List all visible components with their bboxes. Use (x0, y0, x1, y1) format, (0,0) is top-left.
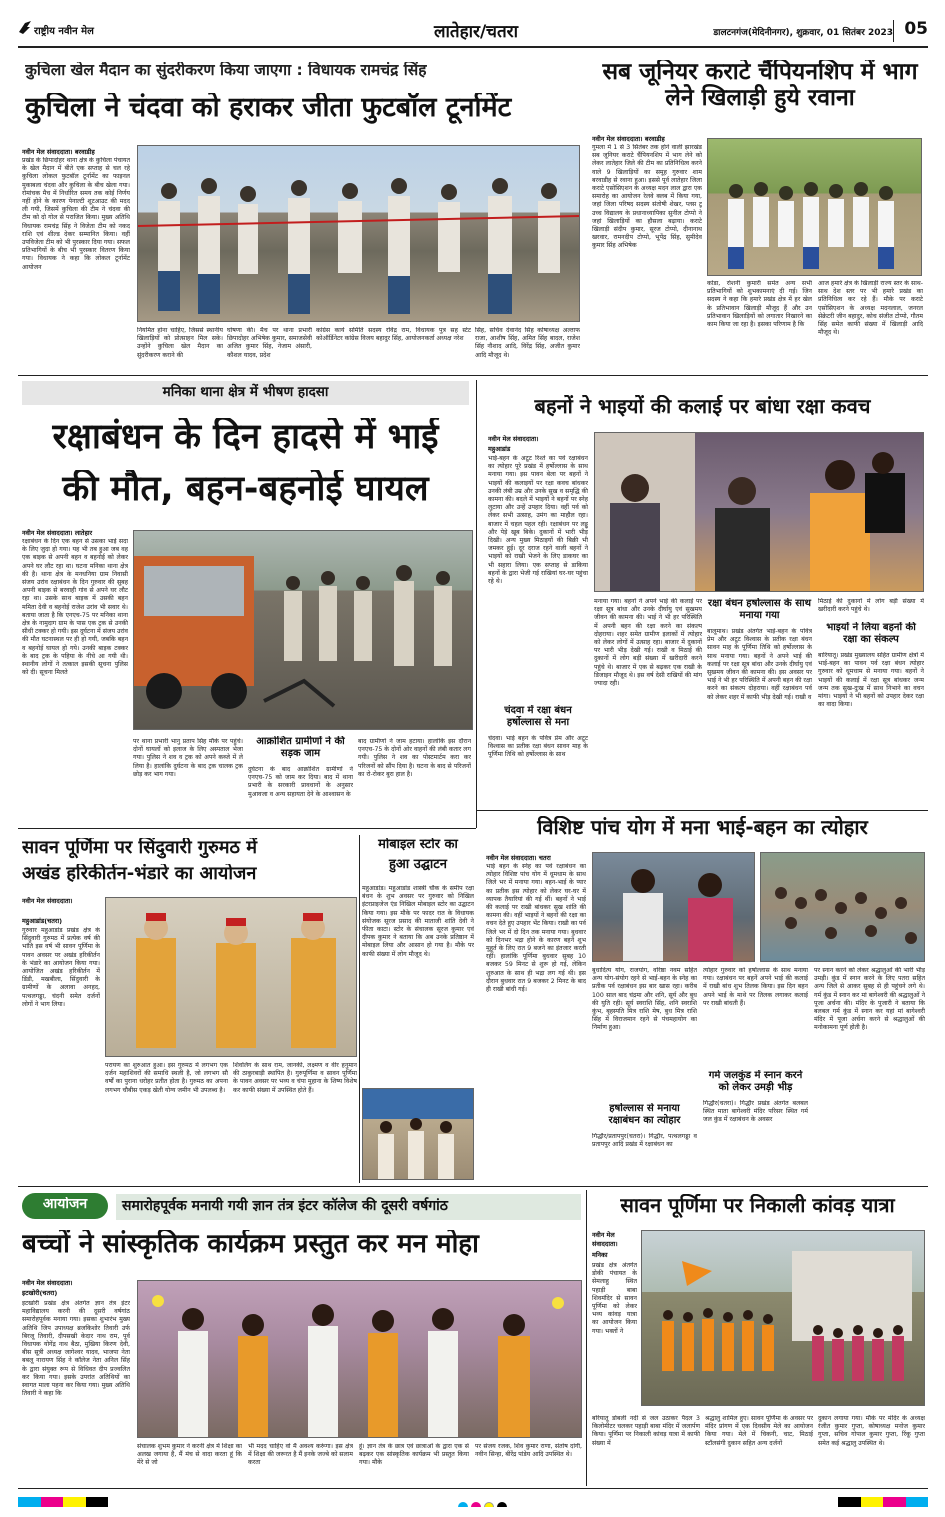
a1-photo-football-prize (137, 145, 580, 322)
a6-place: महुआडांड(चतरा) (22, 917, 63, 925)
a7-body: महुआडांड। महुआडांड शास्त्री चौक के समीप रक्षा बंधन के शुभ अवसर पर गुरुवार को निखिल इंटरप्राइजेज एंड निखिल मोबाइल स्टोर का उद्घाटन किया गया। इस मौके पर फादर रात के विधायक संयोजक सूरज प्रसाद की माताजी शांति देवी ने फीता काटा। स्टोर के संचालक सूरज कुमार एवं दीपक कुमार ने बताया कि अब उनके प्रतिष्ठान में मोबाइल लिया और आसान हो गया है। मौके पर काफी संख्या में लोग मौजूद थे। (362, 885, 474, 958)
a5-subhead2: गर्म जलकुंड में स्नान करने को लेकर उमड़ी भीड़ (708, 1070, 803, 1093)
black-swatch (86, 1497, 109, 1507)
masthead (18, 14, 928, 46)
a4-subhead3: भाइयों ने लिया बहनों की रक्षा का संकल्प (826, 622, 916, 645)
a2-photo-karate-team (707, 138, 922, 276)
registration-dots (458, 1497, 518, 1507)
a4-col4: मिठाई की दुकानों में लोग बड़ी संख्या में खरीदारी करने पहुंचे थे। (818, 598, 924, 614)
color-bar (18, 1494, 928, 1510)
a5-photo-rakhi-ceremony (592, 852, 755, 962)
a3-kicker: मनिका थाना क्षेत्र में भीषण हादसा (22, 381, 469, 405)
a9-place: मनिका (592, 1251, 608, 1259)
a7-title-line1: मोबाइल स्टोर का (378, 838, 458, 852)
a4-body: भाई-बहन के अटूट रिश्ते का पर्व रक्षाबंधन का त्योहार पूरे प्रखंड में हर्षोल्लास के साथ मनाया गया। इस पावन बेला पर बहनों ने भाइयों की कलाइयों पर रक्षा कवच बांधकर उनकी लंबी उम्र और उनके सुख व समृद्धि की कामना की। बदले में भाइयों ने बहनों पर स्नेह लुटाया और उन्हें उपहार दिया। वहीं पर्व को लेकर सभी उत्साह, उमंग का माहौल रहा। बाजार में चहल पहल रही। रक्षाबंधन पर लड्डू और पेड़े खूब बिके। दुकानों में भारी भीड़ दिखी। अन्य मुख्य मिठाइयों की बिक्री भी जमकर हुई। दूर दराज रहने वाली बहनों ने भाइयों को राखी भेजने के लिए डाकघर का भी सहारा लिया। एक सप्ताह से डाकिया बहनों के द्वारा भेजी गई राखियां घर-घर पहुंचा रहे थे। (488, 455, 588, 586)
a3-photo-accident-site (133, 530, 473, 730)
a9-title: सावन पूर्णिमा पर निकाली कांवड़ यात्रा (620, 1194, 895, 1217)
a4-subhead: चंदवा में रक्षा बंधन हर्षोल्लास से मना (504, 705, 572, 728)
a1-col5: सिंह, सचिव देवानंद सिंह कोषाध्यक्ष अल्ताफ राजा, आशीष सिंह, अमित सिंह बादल, राजेश सिंह नौशाद आदि, विरेंद्र सिंह, अजीत कुमार आदि मौजूद थे। (475, 327, 580, 359)
a9-photo-kanwar-yatra (641, 1230, 925, 1406)
a4-photo-rakhi-siblings (594, 432, 924, 592)
a8-col5: पर संजय रजक, शिव कुमार राणा, संतोष दांगी, नवीन सिन्हा, बीरेंद्र पांडेय आदि उपस्थित थे। (475, 1443, 582, 1459)
row1-rule (18, 375, 928, 376)
a9-col3: श्रद्धालु शामिल हुए। सावन पूर्णिमा के अवसर पर मंदिर प्रांगण में एक दिवसीय मेले का आयोजन किया गया। मेले में चिकनी, चाट, मिठाई स्टॉलसंगी दुकान सहित अन्य दर्जनों (705, 1415, 813, 1447)
row2-rule-left (18, 828, 476, 829)
a2-col3: आज हमारे क्षेत्र के खिलाड़ी राज्य स्तर के साथ-साथ देश स्तर पर भी हमारे प्रखंड का प्रतिनिधित्व कर रहे हैं। मौके पर कराटे एसोसिएशन के अध्यक्ष मदनलाल, जनरल सेक्रेटरी जीन बहादुर, कोच संजीत टोप्पो, गौतम सिंह समेत काफी संख्या में खिलाड़ी आदि मौजूद थे। (818, 280, 923, 337)
a7-title-line2: हुआ उद्घाटन (389, 858, 447, 872)
a3-byline: नवीन मेल संवाददाता। लातेहार (22, 529, 93, 537)
row2-rule-right (476, 810, 928, 811)
a5-title: विशिष्ट पांच योग में मना भाई-बहन का त्योहार (537, 816, 868, 839)
a4-col5: बारियातू। प्रखंड मुख्यालय सहित ग्रामीण क्षेत्रों में भाई-बहन का पावन पर्व रक्षा बंधन त्योहार गुरुवार को धूमधाम से मनाया गया। बहनों ने भाइयों की कलाई में रक्षा सूत्र बांधकर जन्म जन्म तक सुख-दुःख में साथ निभाने का वचन मांगा। भाइयों ने भी बहनों को उपहार देकर रक्षा का वादा किया। (818, 652, 924, 709)
a3-title-line1: रक्षाबंधन के दिन हादसे में भाई (52, 418, 439, 457)
a4-col2: मनाया गया। बहनों ने अपने भाई की कलाई पर रक्षा सूत्र बांधा और उनके दीर्घायु एवं सुखमय जीवन की कामना की। भाई ने भी हर परिस्थिति में अपनी बहन की रक्षा करने का संकल्प दोहराया। शहर समेत ग्रामीण इलाकों में त्योहार को लेकर लोगों में उत्साह रहा। बाजार में दुकानों पर भारी भीड़ देखी गई। राखी व मिठाई की दुकानों में लोग बड़ी संख्या में खरीदारी करने पहुंचे थे। बाजार में एक से बढ़कर एक राखी के डिजाइन मौजूद थे। इस वर्ष देसी राखियों की मांग ज्यादा रही। (594, 598, 702, 688)
a5-col3: गिद्धौर/प्रतापपुर(चतरा)। गिद्धौर, पत्थलगड्डा व प्रतापपुर आदि प्रखंड में रक्षाबंधन का (592, 1133, 697, 1149)
magenta-swatch (41, 1497, 64, 1507)
dateline: डालटनगंज(मेदिनीनगर), शुक्रवार, 01 सितंबर 2023 (713, 28, 893, 38)
col-divider-lower (359, 835, 360, 1183)
col-divider-mid (476, 380, 477, 828)
a1-col4: कांग्रेस कार्य समिति सदस्य रविंद्र राम, विधायक पुत्र सह स्टेट कोऑर्डिनेटर कांग्रेस विजय बहादुर सिंह, आयोजनकर्ता अध्यक्ष नरेश (316, 327, 471, 343)
a3-body: रक्षाबंधन के दिन एक बहन से उसका भाई सदा के लिए जुदा हो गया। यह भी तब हुआ जब वह एक बाइक से अपनी बहन व बहनोई को लेकर अपने घर लौट रहा था। घटना मनिका थाना क्षेत्र की है। थाना क्षेत्र के मनधनिया ग्राम निवासी संजय उरांव रक्षाबंधन के दिन गुरुवार की सुबह अपनी बाइक से बरवाही गांव से अपने घर लौट रहा था। उसके साथ बाइक में उसकी बहन ममिता देवी व बहनोई राजेश उरांव भी सवार थे। बताया जाता है कि एनएच-75 पर मनिका थाना क्षेत्र के नामुदाग ग्राम के पास एक ट्रक से उनकी सीधी टक्कर हो गयी। इस दुर्घटना में संजय उरांव की मौत घटनास्थल पर ही हो गयी, जबकि बहन व बहनोई घायल हो गये। उनकी बाइक टक्कर के बाद ट्रक के पहिया के नीचे आ गयी थी। स्थानीय लोगों ने तत्काल इसकी सूचना पुलिस को दी। सूचना मिलते (22, 538, 128, 677)
a3-col4: बाद ग्रामीणों ने जाम हटाया। हालांकि इस दौरान एनएच-75 के दोनों ओर वाहनों की लंबी कतार लग गयी। पुलिस ने शव का पोस्टमार्टम करा कर परिजनों को सौंप दिया है। घटना के बाद से परिजनों का रो-रोकर बुरा हाल है। (358, 738, 471, 778)
a4-title: बहनों ने भाइयों की कलाई पर बांधा रक्षा कवच (534, 395, 871, 418)
a2-col2: कोडा, रोशनी कुमारी समेत अन्य सभी प्रतिभागियों को शुभकामनाएं दी गई। जिन सदस्य ने कहा कि हमारे प्रखंड क्षेत्र में हर खेल के प्रतिभावान खिलाड़ी मौजूद हैं और उन प्रतिभावान खिलाड़ियों को लगातार निखारने का काम किया जा रहा है। इसका परिणाम है कि (707, 280, 812, 329)
header-divider (893, 20, 894, 42)
a4-place: महुआडांड (488, 445, 511, 453)
a8-body: इटखोरी प्रखंड क्षेत्र अंतर्गत ज्ञान तंत्र इंटर महाविद्यालय करनी की दूसरी वर्षगांठ समारोहपूर्वक मनाया गया। इसका शुभारंभ मुख्य अतिथि जिप उपाध्यक्ष ब्रजकिशोर तिवारी उर्फ बिरजू तिवारी, दीपसखी केदार नाथ राम, पूर्व विधायक योगेंद्र नाथ बैठा, मुखिया किरण देवी, बीस सूत्री अध्यक्ष जागेश्वर यादव, भाजपा नेता बबलू नारायण सिंह ने कॉलेज नेता अनिल सिंह के द्वारा संयुक्त रूप से विधिवत दीप प्रज्वलित कर किया गया। इसके उपरांत अतिथियों का स्वागत माला पहना कर किया गया। मुख्य अतिथि तिवारी ने कहा कि (22, 1300, 130, 1398)
color-bar-right (838, 1497, 928, 1507)
a6-photo-deities (105, 897, 357, 1057)
a2-title: सब जूनियर कराटे चैंपियनशिप में भाग लेने खिलाड़ी हुये रवाना (602, 60, 918, 111)
a1-title: कुचिला ने चंदवा को हराकर जीता फुटबॉल टूर्नामेंट (25, 93, 512, 123)
a5-col5: गिद्धौर(चतरा)। गिद्धौर प्रखंड अंतर्गत बलबल स्थित माता बागेश्वरी मंदिर परिसर स्थित गर्म जल कुंड में रक्षाबंधन के अवसर (703, 1100, 808, 1124)
a8-col2: संचालक शुभम कुमार ने करनी क्षेत्र में शिक्षा का अलख जगाया है, मैं मंच से वादा करता हूं कि मेरे से जो (137, 1443, 242, 1467)
a5-col6: पर स्नान करने को लेकर श्रद्धालुओं की भारी भीड़ उमड़ी। कुंड में स्नान करने के लिए पतरा सहित अन्य जिले से आकर सुबह से ही पहुंचने लगे थे। गर्म कुंड में स्नान कर मां बागेश्वरी की श्रद्धालुओं ने पूजा अर्चना की। मंदिर के पुजारी ने बताया कि बलबल गर्म कुंड में स्नान कर यहां मां बागेश्वरी मंदिर में पूजा अर्चना करने से श्रद्धालुओं की मनोकामना पूर्ण होती है। (814, 967, 925, 1032)
a5-col2: बुधादित्य योग, राजयोग, वरिष्ठा नवम सहित अन्य योग-संयोग रहने से भाई-बहन के स्नेह का प्रतीक पर्व रक्षाबंधन इस बार खास रहा। करीब 100 साल बाद चंद्रमा और शनि, सूर्य और बुध की युति रही। सूर्य स्वराशि सिंह, शनि स्वराशि कुंभ, बृहस्पति मित्र राशि मेष, बुध मित्र राशि सिंह में विराजमान रहने से पंचमहायोग का निर्माण हुआ। (592, 967, 697, 1032)
header-rule (18, 46, 928, 48)
a8-tag: आयोजन (42, 1197, 88, 1212)
a6-body: गुरुवार महुआडांड प्रखंड क्षेत्र के सिंदुवारी गुरुमठ में प्रत्येक वर्ष की भांति इस वर्ष भी सावन पूर्णिमा के पावन अवसर पर अखंड हरिकीर्तन के भंडारे का आयोजन किया गया। आयोजित अखंड हरिकीर्तन में डिंडी, मखबीला, सिंदुवारी के ग्रामीणों के अलावा अनहद, पत्थलगड्डा, चंदनी समेत दर्जनों लोगों ने भाग लिया। (22, 927, 100, 1008)
a5-byline: नवीन मेल संवाददाता। चतरा (486, 854, 551, 862)
color-bar-left (18, 1497, 108, 1507)
a4-body2: चंदवा। भाई बहन के पवित्र प्रेम और अटूट विश्वास का प्रतीक रक्षा बंधन सावन माह के पूर्णिमा तिथि को हर्षोल्लास के साथ (488, 735, 588, 759)
a3-subhead: आक्रोशित ग्रामीणों ने की सड़क जाम (256, 736, 345, 759)
a6-byline: नवीन मेल संवाददाता। (22, 897, 73, 905)
row3-rule (18, 1186, 928, 1187)
a1-body: प्रखंड के छिपादोहर थाना क्षेत्र के कुचिला पंचायत के खेल मैदान में बीते एक सप्ताह से चल रहे कुचिला लोकल फुटबॉल टूर्नामेंट का फाइनल मुकाबला चंदवा और कुचिला के बीच खेला गया। रोमांचक मैच में निर्धारित समय तक कोई निर्णय नहीं होने के कारण पेनाल्टी शूटआउट की मदद ली गयी, जिसमें कुचिला की टीम ने चंदवा की टीम को दो गोल से पराजित किया। मुख्य अतिथि विधायक रामचंद्र सिंह ने विजेता टीम को नकद राशि एवं शील्ड देकर सम्मानित किया। वहीं उपविजेता टीम को भी पुरस्कार दिया गया। सफल प्रतिभागियों के बीच भी पुरस्कार वितरण किया गया। विधायक ने कहा कि लोकल टूर्नामेंट आयोजन (22, 157, 130, 271)
a7-photo-store-opening (362, 1088, 474, 1180)
a1-byline: नवीन मेल संवाददाता। बरवाडीह (22, 148, 95, 156)
a3-title-line2: की मौत, बहन-बहनोई घायल (62, 470, 429, 509)
a4-subhead2: रक्षा बंधन हर्षोल्लास के साथ मनाया गया (708, 598, 811, 621)
brand-name: राष्ट्रीय नवीन मेल (34, 26, 94, 37)
a5-subhead: हर्षोल्लास से मनाया रक्षाबंधन का त्योहार (608, 1103, 681, 1126)
cyan-swatch (18, 1497, 41, 1507)
a8-title: बच्चों ने सांस्कृतिक कार्यक्रम प्रस्तुत कर मन मोहा (22, 1230, 479, 1259)
a6-col3: शिवलिंग के साथ राम, जानकी, लक्ष्मण व वीर हनुमान की ठाकुरबाड़ी स्थापित है। गुरुपूर्णिमा व सावन पूर्णिमा के पावन अवसर पर भव्य व चंपा मुहाना के शिष्य विशेष कर काफी संख्या में उपस्थित होते हैं। (233, 1062, 357, 1094)
a8-col4: हूं। ज्ञान तंत्र के छात्र एवं छात्राओं के द्वारा एक से बढ़कर एक सांस्कृतिक कार्यक्रम भी प्रस्तुत किया गया। मौके (359, 1443, 469, 1467)
a5-body: भाई बहन के स्नेह का पर्व रक्षाबंधन का त्योहार विशिष्ट पांच योग में धूमधाम के साथ जिले भर में मनाया गया। बहन-भाई के प्यार का प्रतीक इस त्योहार को लेकर घर-घर में व्यापक तैयारियां की गई थीं। बहनों ने भाई की कलाई पर राखी बांधकर सुख शांति की कामना की। वहीं भाइयों ने बहनों की रक्षा का वचन देते हुए उपहार भेंट किया। राखी का पर्व जिले भर में दो दिन तक मनाया गया। बुधवार को दिनभर भद्रा होने के कारण बहनें शुभ मुहूर्त के लिए रात 9 बजने का इंतजार करती रहीं। हालांकि पूर्णिमा बुधवार सुबह 10 बजकर 59 मिनट से शुरू हो गई, लेकिन शुरुआत के साथ ही भद्रा लग गई थी। इस दौरान बुधवार रात 9 बजकर 2 मिनट के बाद ही राखी बांधी गई। (486, 863, 586, 994)
a8-byline: नवीन मेल संवाददाता। (22, 1279, 73, 1287)
a5-col4: त्योहार गुरुवार को हर्षोल्लास के साथ मनाया गया। रक्षाबंधन पर बहनें अपने भाई की कलाई में राखी बांध शुभ तिलक किया। इस दिन बहन अपने भाई के माथे पर तिलक लगाकर कलाई पर राखी बांधती हैं। (703, 967, 808, 1007)
a8-photo-college-function (137, 1280, 582, 1438)
a3-col2: पर थाना प्रभारी भानु प्रताप सिंह मौके पर पहुंचे। दोनों घायलों को इलाज के लिए अस्पताल भेजा गया। पुलिस ने शव व ट्रक को अपने कब्जे में ले लिया है। हालांकि दुर्घटना के बाद ट्रक चालक ट्रक छोड़ कर भाग गया। (133, 738, 243, 778)
footer-rule (18, 1488, 928, 1489)
a2-body: गुमला में 1 से 3 सितंबर तक होने वाली झारखंड सब जूनियर कराटे चैंपियनशिप में भाग लेने को लेकर लातेहार जिले की टीम का प्रतिनिधित्व करने वाले 9 खिलाड़ियों का समूह गुरुवार शाम बरवाडीह से रवाना हुआ। इससे पूर्व लातेहार जिला कराटे एसोसिएशन के अध्यक्ष मदन लाल द्वारा एक समारोह का आयोजन रेलवे क्लब में किया गया, जहां जिला परिषद सदस्य संतोषी शेखर, प्लस टू उच्च विद्यालय के प्रधानाध्यापिका सुनील टोप्पो ने जहां खिलाड़ियों का हौसला बढ़ाया। कराटे खिलाड़ी संदीप कुमार, सूरज टोप्पो, दीनानाथ खरवार, रामनदीप टोप्पो, भूपेंद्र सिंह, सुमीदेव कुमार सिंह अभिषेक (592, 144, 702, 250)
a8-col3: भी मदद चाहिए वो मैं अवश्य करूंगा। इस क्षेत्र में शिक्षा की जरूरत है मैं इनके जज्बे को सलाम करता (248, 1443, 353, 1467)
a4-col3: बालूमाथ। प्रखंड अंतर्गत भाई-बहन के पवित्र प्रेम और अटूट विश्वास के प्रतीक रक्षा बंधन सावन माह के पूर्णिमा तिथि को हर्षोल्लास के साथ मनाया गया। बहनों ने अपने भाई की कलाई पर रक्षा सूत्र बांधा और उनके दीर्घायु एवं सुखमय जीवन की कामना की। इस अवसर पर भाई ने भी हर परिस्थिति में अपनी बहन की रक्षा करने का संकल्प दोहराया। वहीं रक्षाबंधन पर्व को लेकर शहर में काफी भीड़ देखी गई। राखी व (707, 628, 812, 701)
a1-kicker: कुचिला खेल मैदान का सुंदरीकरण किया जाएगा : विधायक रामचंद्र सिंह (25, 62, 427, 79)
bird-logo-icon (18, 20, 32, 36)
a1-col3: घोषणा की। मैच पर थाना प्रभारी छिपादोहर अभिषेक कुमार, समाजसेवी अजित कुमार सिंह, नेजाम अंसारी, कौशल यादव, प्रदेश (227, 327, 312, 359)
page-number: 05 (904, 19, 928, 39)
a4-byline: नवीन मेल संवाददाता। (488, 435, 539, 443)
a3-col3: दुर्घटना के बाद आक्रोशित ग्रामीणों ने एनएच-75 को जाम कर दिया। बाद में थाना प्रभारी के सरकारी प्रावधानों के अनुसार मुआवजा व अन्य सहायता देने के आश्वासन के (248, 766, 353, 798)
a6-title-line2: अखंड हरिकीर्तन-भंडारे का आयोजन (22, 864, 257, 884)
col-divider-bottom (586, 1190, 587, 1486)
a8-place: इटखोरी(चतरा) (22, 1289, 58, 1297)
a5-photo-hot-spring (760, 852, 925, 962)
a9-body: प्रखंड क्षेत्र अंतर्गत डोकी पंचायत के सेमलाहु स्थित पहाड़ी बाबा शिवमंदिर से सावन पूर्णिमा को लेकर भव्य कांवड़ यात्रा का आयोजन किया गया। भक्तों ने (592, 1262, 637, 1335)
a6-title-line1: सावन पूर्णिमा पर सिंदुवारी गुरुमठ में (22, 838, 258, 858)
a6-col2: परायण का शुरुआत हुआ। इस गुरुमठ में लगभग एक दर्जन महाशिवरों की समाधि स्थली है, जो लगभग सौ वर्षों का पुराना धरोहर प्रतीत होता है। गुरुमठ का अपना लगभग चौबीस एकड़ खेती योग्य जमीन भी उपलब्ध है। (105, 1062, 228, 1094)
section-title: लातेहार/चतरा (433, 22, 519, 42)
a9-col4: दुकान लगाया गया। मौके पर मंदिर के अध्यक्ष रंजीत कुमार गुप्ता, कोषाध्यक्ष मनोज कुमार गुप्ता, सचिव गोपाल कुमार गुप्ता, रिंकू गुप्ता समेत कई श्रद्धालु उपस्थित थे। (818, 1415, 925, 1447)
a9-col2: बरियातू डोबली नदी से जल उठाकर पैदल 3 किलोमीटर चलकर पहाड़ी बाबा मंदिर में जलार्पण किया। पूर्णिमा पर निकाली कांवड़ यात्रा में काफी संख्या में (592, 1415, 700, 1447)
a2-byline: नवीन मेल संवाददाता। बरवाडीह (592, 135, 665, 143)
a8-kicker: समारोहपूर्वक मनायी गयी ज्ञान तंत्र इंटर कॉलेज की दूसरी वर्षगांठ (116, 1194, 581, 1220)
a9-byline: नवीन मेल संवाददाता। (592, 1231, 618, 1248)
yellow-swatch (63, 1497, 86, 1507)
a1-col2: नियमित होना चाहिए, जिससे स्थानीय खिलाड़ियों को प्रोत्साहन मिल सके। उन्होंने कुचिला खेल मैदान का सुंदरीकरण कराने की (137, 327, 223, 359)
